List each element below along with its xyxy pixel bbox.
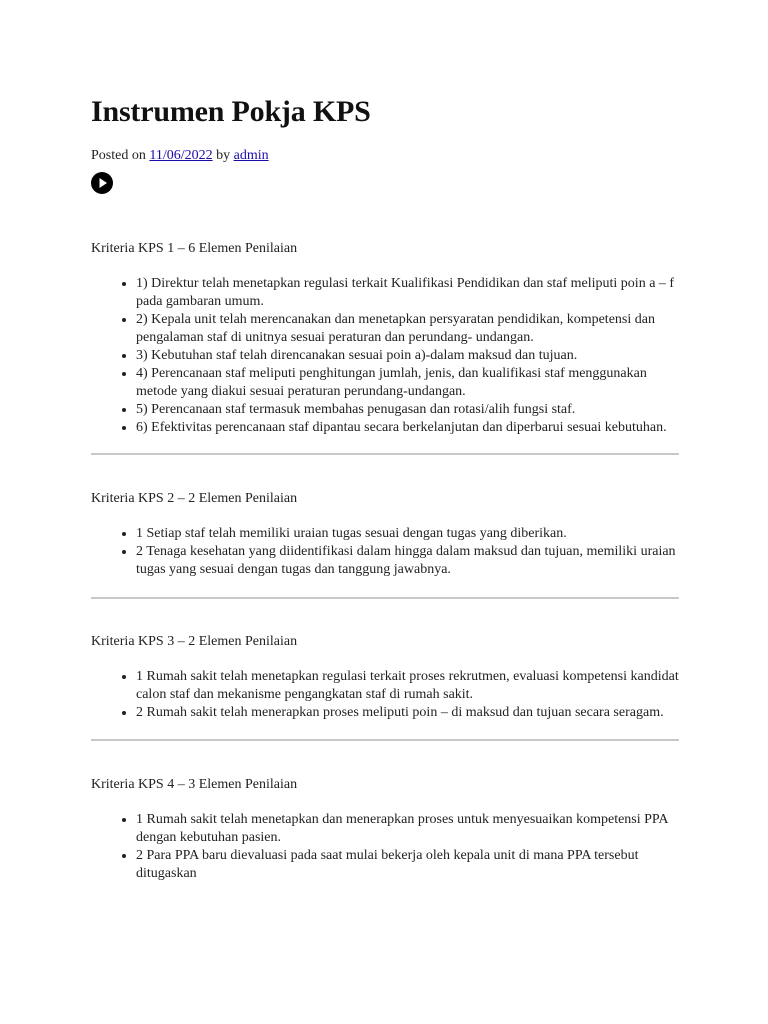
- section-divider: [91, 739, 679, 741]
- post-article: [91, 94, 679, 883]
- section-heading: Kriteria KPS 3 – 2 Elemen Penilaian: [91, 634, 298, 649]
- play-triangle-icon: [91, 172, 113, 194]
- list-item: • 2) Kepala unit telah merencanakan dan menetapkan persyaratan pendidikan, kompetensi dan pengalaman staf di unitnya sesuai peraturan dan perundang- undangan.: [136, 311, 679, 347]
- post-title: Instrumen Pokja KPS: [91, 95, 371, 128]
- post-meta: [91, 147, 679, 165]
- author-link[interactable]: admin: [233, 148, 269, 163]
- section-divider: [91, 597, 679, 599]
- criteria-list: [91, 811, 679, 883]
- criteria-section-kps-4: [91, 776, 679, 883]
- section-divider: [91, 453, 679, 455]
- list-item: • 2 Tenaga kesehatan yang diidentifikasi dalam hingga dalam maksud dan tujuan, memiliki uraian tugas yang sesuai dengan tugas dan tanggung jawabnya.: [136, 543, 679, 579]
- criteria-list: [91, 275, 679, 437]
- criteria-section-kps-1: [91, 240, 679, 437]
- posted-on-label: Posted on: [91, 148, 146, 163]
- list-item: • 1) Direktur telah menetapkan regulasi terkait Kualifikasi Pendidikan dan staf meliputi poin a – f pada gambaran umum.: [136, 275, 679, 311]
- list-item: • 1 Rumah sakit telah menetapkan dan menerapkan proses untuk menyesuaikan kompetensi PPA dengan kebutuhan pasien.: [136, 811, 679, 847]
- section-heading: Kriteria KPS 1 – 6 Elemen Penilaian: [91, 241, 298, 256]
- play-circle-icon[interactable]: [91, 172, 113, 194]
- by-label: by: [216, 148, 231, 163]
- section-heading: Kriteria KPS 4 – 3 Elemen Penilaian: [91, 777, 298, 792]
- list-item: • 2 Para PPA baru dievaluasi pada saat mulai bekerja oleh kepala unit di mana PPA tersebut ditugaskan: [136, 847, 679, 883]
- post-date-link[interactable]: 11/06/2022: [149, 148, 213, 163]
- criteria-list: [91, 525, 679, 579]
- list-item: • 5) Perencanaan staf termasuk membahas penugasan dan rotasi/alih fungsi staf.: [136, 401, 679, 419]
- list-item: • 1 Rumah sakit telah menetapkan regulasi terkait proses rekrutmen, evaluasi kompetensi kandidat calon staf dan mekanisme pengangkatan staf di rumah sakit.: [136, 668, 679, 704]
- criteria-section-kps-2: [91, 490, 679, 579]
- list-item: • 1 Setiap staf telah memiliki uraian tugas sesuai dengan tugas yang diberikan.: [136, 525, 679, 543]
- list-item: • 2 Rumah sakit telah menerapkan proses meliputi poin – di maksud dan tujuan secara seragam.: [136, 704, 679, 722]
- section-heading: Kriteria KPS 2 – 2 Elemen Penilaian: [91, 491, 298, 506]
- criteria-section-kps-3: [91, 633, 679, 722]
- list-item: • 6) Efektivitas perencanaan staf dipantau secara berkelanjutan dan diperbarui sesuai kebutuhan.: [136, 419, 679, 437]
- criteria-list: [91, 668, 679, 722]
- list-item: • 4) Perencanaan staf meliputi penghitungan jumlah, jenis, dan kualifikasi staf menggunakan metode yang diakui sesuai peraturan perundang-undangan.: [136, 365, 679, 401]
- list-item: • 3) Kebutuhan staf telah direncanakan sesuai poin a)-dalam maksud dan tujuan.: [136, 347, 679, 365]
